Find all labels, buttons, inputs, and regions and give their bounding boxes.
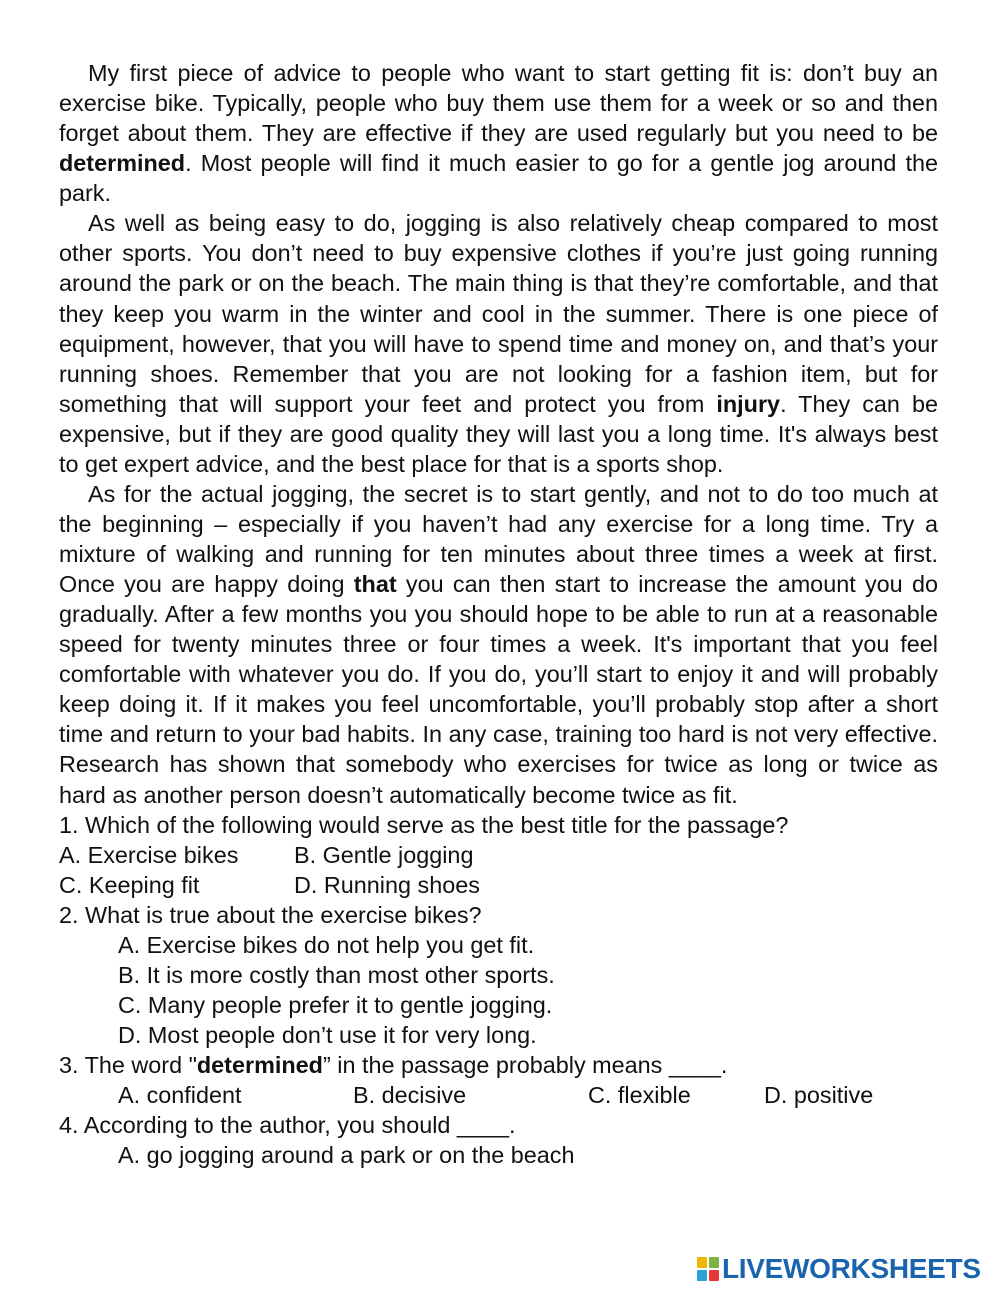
option-2d[interactable]: D. Most people don’t use it for very long. <box>118 1022 537 1048</box>
question-3 <box>59 1050 938 1080</box>
question-1-options-row-1 <box>59 840 938 870</box>
question-4: 4. According to the author, you should ____. <box>59 1112 516 1139</box>
option-2b[interactable]: B. It is more costly than most other sports. <box>118 961 555 988</box>
passage-text: My first piece of advice to people who want to start getting fit is: don’t buy an exercise bike. Typically, people who buy them use them for a week or so and then forget about them. They are effective if they are used regularly but you need to be <box>59 60 938 147</box>
question-2: 2. What is true about the exercise bikes? <box>59 901 482 928</box>
bold-term-that: that <box>353 571 397 598</box>
question-1: 1. Which of the following would serve as the best title for the passage? <box>59 811 789 838</box>
option-3a[interactable]: A. confident <box>118 1082 242 1109</box>
option-1a[interactable]: A. Exercise bikes <box>59 841 239 868</box>
bold-term-determined: determined <box>196 1052 323 1079</box>
question-3-text: ” in the passage probably means ____. <box>322 1052 728 1079</box>
liveworksheets-logo-icon <box>697 1257 719 1281</box>
passage-text: As well as being easy to do, jogging is also relatively cheap compared to most other sports. You don’t need to buy expensive clothes if you’re just going running around the park or on the beach. The main thing is that they’re comfortable, and that they keep you warm in the winter and cool in the summer. There is one piece of equipment, however, that you will have to spend time and money on, and that’s your running shoes. Remember that you are not looking for a fashion item, but for something that will support your feet and protect you from <box>59 210 938 417</box>
passage-text: . They can be expensive, but if they are good quality they will last you a long time. It's always best to get expert advice, and the best place for that is a sports shop. <box>59 390 938 477</box>
option-4a[interactable]: A. go jogging around a park or on the beach <box>118 1142 575 1169</box>
option-3d[interactable]: D. positive <box>764 1082 874 1109</box>
question-1-options-row-2 <box>59 870 938 900</box>
passage-text: you can then start to increase the amount you do gradually. After a few months you you should hope to be able to run at a reasonable speed for twenty minutes three or four times a week. It's important that you feel comfortable with whatever you do. If you do, you’ll start to enjoy it and will probably keep doing it. If it makes you feel uncomfortable, you’ll probably stop after a short time and return to your bad habits. In any case, training too hard is not very effective. Research has shown that somebody who exercises for twice as long or twice as hard as another person doesn’t automatically become twice as fit. <box>59 571 938 808</box>
passage-paragraph-1 <box>59 58 938 208</box>
option-3c[interactable]: C. flexible <box>588 1082 691 1109</box>
option-1c[interactable]: C. Keeping fit <box>59 871 200 898</box>
bold-term-injury: injury <box>716 390 781 417</box>
option-2a[interactable]: A. Exercise bikes do not help you get fit. <box>118 931 535 958</box>
option-2c[interactable]: C. Many people prefer it to gentle jogging. <box>118 991 553 1018</box>
question-3-text: 3. The word " <box>59 1052 197 1079</box>
passage-paragraph-2 <box>59 208 938 479</box>
logo-text: LIVEWORKSHEETS <box>722 1253 981 1284</box>
liveworksheets-logo <box>697 1255 992 1283</box>
passage-text: . Most people will find it much easier to go for a gentle jog around the park. <box>59 150 938 207</box>
bold-term-determined: determined <box>59 150 186 177</box>
passage-paragraph-3 <box>59 479 938 810</box>
option-1b[interactable]: B. Gentle jogging <box>294 841 474 868</box>
option-1d[interactable]: D. Running shoes <box>294 871 480 898</box>
question-3-options <box>59 1080 938 1110</box>
worksheet-document <box>59 58 938 1170</box>
passage-text: As for the actual jogging, the secret is to start gently, and not to do too much at the beginning – especially if you haven’t had any exercise for a long time. Try a mixture of walking and running for ten minutes about three times a week at first. Once you are happy doing <box>59 480 938 598</box>
option-3b[interactable]: B. decisive <box>353 1082 467 1109</box>
